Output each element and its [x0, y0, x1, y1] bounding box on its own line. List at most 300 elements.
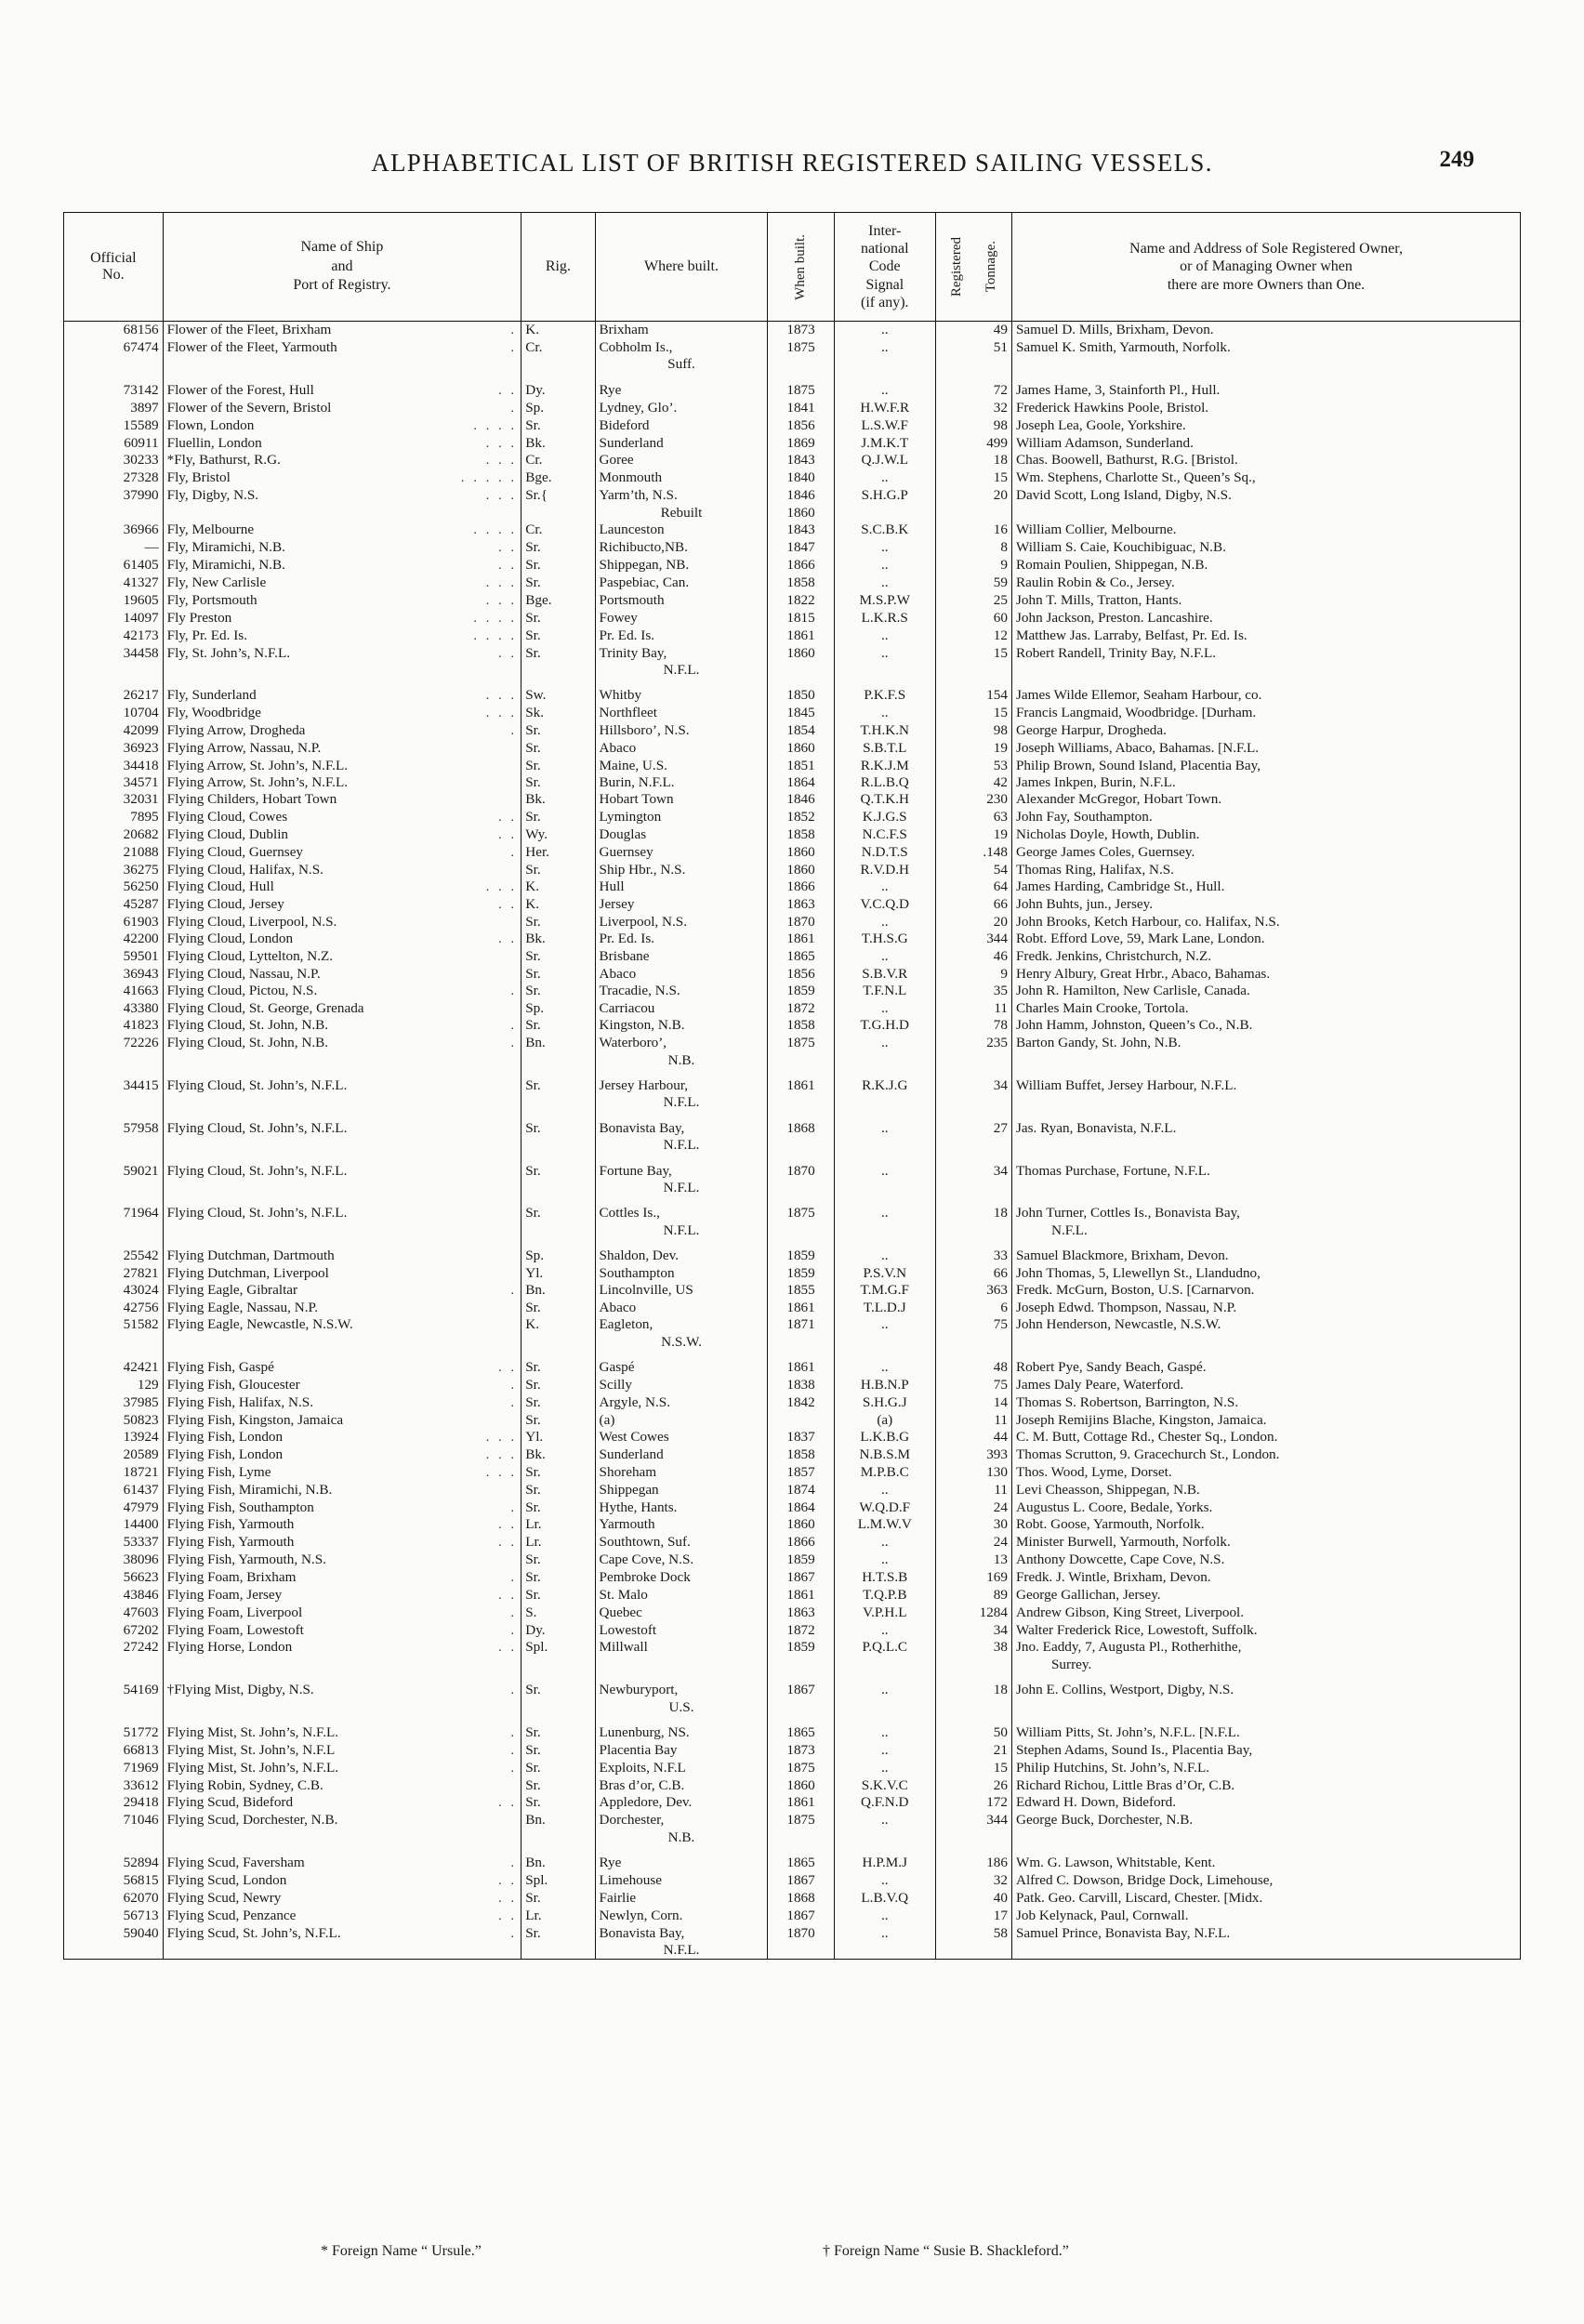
cell-tonnage: 34	[935, 1155, 1011, 1197]
cell-official-no: 56815	[64, 1872, 164, 1890]
cell-tonnage: 15	[935, 705, 1011, 722]
cell-when-built: 1843	[768, 522, 834, 539]
cell-owner: Jas. Ryan, Bonavista, N.F.L.	[1011, 1112, 1520, 1155]
cell-owner: Joseph Remijins Blache, Kingston, Jamaica.	[1011, 1412, 1520, 1429]
cell-when-built: 1866	[768, 1534, 834, 1552]
cell-ship-name: Flying Fish, Lyme . . .	[163, 1464, 521, 1482]
cell-ship-name: Flying Cloud, London . .	[163, 931, 521, 948]
cell-code-signal: R.K.J.G	[834, 1069, 935, 1112]
table-row	[64, 374, 1521, 400]
cell-code-signal: ..	[834, 627, 935, 645]
cell-when-built: 1858	[768, 1446, 834, 1464]
cell-owner: Barton Gandy, St. John, N.B.	[1011, 1035, 1520, 1069]
cell-where-built: Northfleet	[595, 705, 768, 722]
column-header-code-signal: Inter- national Code Signal (if any).	[834, 213, 935, 322]
cell-official-no: 45287	[64, 896, 164, 914]
cell-owner: Romain Poulien, Shippegan, N.B.	[1011, 557, 1520, 574]
cell-owner: William Collier, Melbourne.	[1011, 522, 1520, 539]
cell-owner: John Fay, Southampton.	[1011, 809, 1520, 826]
cell-official-no: 129	[64, 1377, 164, 1394]
cell-where-built: Lincolnville, US	[595, 1282, 768, 1300]
cell-code-signal: R.L.B.Q	[834, 774, 935, 791]
cell-rig: K.	[521, 1316, 595, 1351]
cell-tonnage: 235	[935, 1035, 1011, 1069]
cell-ship-name: Flying Cloud, St. George, Grenada	[163, 1000, 521, 1017]
table-row	[64, 522, 1521, 539]
cell-where-built: Bonavista Bay, N.F.L.	[595, 1112, 768, 1155]
cell-ship-name: Flying Mist, St. John’s, N.F.L. .	[163, 1760, 521, 1777]
cell-when-built: 1861	[768, 1587, 834, 1604]
cell-rig: Lr.	[521, 1516, 595, 1534]
cell-ship-name: Flying Arrow, Nassau, N.P.	[163, 740, 521, 757]
cell-code-signal: ..	[834, 645, 935, 680]
cell-code-signal: ..	[834, 339, 935, 374]
cell-rig: Cr.	[521, 452, 595, 469]
cell-rig: Sr.	[521, 610, 595, 627]
cell-official-no: 68156	[64, 322, 164, 339]
cell-official-no: 34458	[64, 645, 164, 680]
cell-tonnage: 60	[935, 610, 1011, 627]
cell-ship-name: Flying Mist, St. John’s, N.F.L. .	[163, 1716, 521, 1742]
cell-code-signal: V.C.Q.D	[834, 896, 935, 914]
cell-when-built: 1869	[768, 435, 834, 453]
cell-code-signal: R.K.J.M	[834, 758, 935, 774]
cell-official-no: 71046	[64, 1812, 164, 1846]
cell-where-built: Sunderland	[595, 435, 768, 453]
cell-owner: Jno. Eaddy, 7, Augusta Pl., Rotherhithe, Surrey.	[1011, 1639, 1520, 1673]
cell-owner: Charles Main Crooke, Tortola.	[1011, 1000, 1520, 1017]
cell-tonnage: 59	[935, 574, 1011, 592]
cell-rig: K.	[521, 322, 595, 339]
table-row	[64, 1716, 1521, 1742]
table-row	[64, 1552, 1521, 1568]
cell-rig: K.	[521, 896, 595, 914]
cell-where-built: Guernsey	[595, 844, 768, 862]
column-header-official-no: Official No.	[64, 213, 164, 322]
cell-when-built: 1867	[768, 1673, 834, 1716]
cell-owner: Joseph Edwd. Thompson, Nassau, N.P.	[1011, 1300, 1520, 1316]
cell-when-built: 1860	[768, 645, 834, 680]
cell-code-signal: S.K.V.C	[834, 1777, 935, 1794]
cell-ship-name: Fly, Digby, N.S. . . .	[163, 487, 521, 522]
cell-official-no: 57958	[64, 1112, 164, 1155]
cell-code-signal: S.B.V.R	[834, 966, 935, 983]
cell-when-built: 1861	[768, 1794, 834, 1812]
cell-ship-name: Flying Cloud, Dublin . .	[163, 826, 521, 844]
table-row	[64, 1112, 1521, 1155]
cell-rig: Sr.	[521, 1716, 595, 1742]
cell-rig: Sr.	[521, 539, 595, 557]
cell-rig: Yl.	[521, 1429, 595, 1446]
cell-when-built: 1870	[768, 1925, 834, 1960]
cell-tonnage: 34	[935, 1622, 1011, 1640]
cell-when-built: 1856	[768, 966, 834, 983]
cell-rig: Sr.	[521, 862, 595, 878]
cell-tonnage: 15	[935, 1760, 1011, 1777]
cell-rig: K.	[521, 878, 595, 896]
cell-tonnage: 24	[935, 1534, 1011, 1552]
table-header-row	[64, 213, 1521, 322]
cell-tonnage: 12	[935, 627, 1011, 645]
cell-rig: Sr.	[521, 417, 595, 435]
cell-owner: Robert Pye, Sandy Beach, Gaspé.	[1011, 1351, 1520, 1377]
cell-when-built: 1861	[768, 1300, 834, 1316]
cell-when-built: 1861	[768, 1351, 834, 1377]
table-row	[64, 1673, 1521, 1716]
cell-when-built: 1855	[768, 1282, 834, 1300]
cell-ship-name: Flying Arrow, St. John’s, N.F.L.	[163, 758, 521, 774]
table-row	[64, 1316, 1521, 1351]
cell-tonnage: 89	[935, 1587, 1011, 1604]
table-row	[64, 1482, 1521, 1499]
cell-rig: Sr.	[521, 645, 595, 680]
column-header-ship-name: Name of Ship and Port of Registry.	[163, 213, 521, 322]
cell-rig: Sr.	[521, 1777, 595, 1794]
cell-when-built: 1866	[768, 878, 834, 896]
table-row	[64, 1394, 1521, 1412]
table-row	[64, 722, 1521, 740]
cell-code-signal: L.M.W.V	[834, 1516, 935, 1534]
cell-code-signal: ..	[834, 322, 935, 339]
cell-owner: George James Coles, Guernsey.	[1011, 844, 1520, 862]
cell-official-no: 29418	[64, 1794, 164, 1812]
cell-owner: Raulin Robin & Co., Jersey.	[1011, 574, 1520, 592]
cell-where-built: Pembroke Dock	[595, 1569, 768, 1587]
cell-tonnage: 11	[935, 1000, 1011, 1017]
cell-ship-name: Flying Scud, Penzance . .	[163, 1908, 521, 1925]
cell-ship-name: Flying Fish, Yarmouth, N.S.	[163, 1552, 521, 1568]
cell-tonnage: 26	[935, 1777, 1011, 1794]
cell-code-signal: L.S.W.F	[834, 417, 935, 435]
cell-official-no: 60911	[64, 435, 164, 453]
cell-owner: Samuel Prince, Bonavista Bay, N.F.L.	[1011, 1925, 1520, 1960]
table-row	[64, 1639, 1521, 1673]
cell-ship-name: Flying Horse, London . .	[163, 1639, 521, 1673]
cell-rig: Sr.	[521, 1742, 595, 1760]
table-row	[64, 1464, 1521, 1482]
cell-tonnage: 18	[935, 1673, 1011, 1716]
cell-tonnage: 38	[935, 1639, 1011, 1673]
cell-rig: Sr.	[521, 914, 595, 931]
cell-tonnage: 64	[935, 878, 1011, 896]
cell-code-signal: S.B.T.L	[834, 740, 935, 757]
cell-when-built: 1845	[768, 705, 834, 722]
cell-official-no: 34571	[64, 774, 164, 791]
cell-tonnage: 66	[935, 1265, 1011, 1282]
cell-official-no: 27821	[64, 1265, 164, 1282]
cell-owner: William Buffet, Jersey Harbour, N.F.L.	[1011, 1069, 1520, 1112]
cell-ship-name: Flying Dutchman, Liverpool	[163, 1265, 521, 1282]
cell-owner: Nicholas Doyle, Howth, Dublin.	[1011, 826, 1520, 844]
cell-ship-name: Flying Fish, Yarmouth . .	[163, 1516, 521, 1534]
cell-when-built: 1865	[768, 1716, 834, 1742]
cell-when-built: 1866	[768, 557, 834, 574]
cell-owner: Anthony Dowcette, Cape Cove, N.S.	[1011, 1552, 1520, 1568]
cell-where-built: Fowey	[595, 610, 768, 627]
cell-code-signal: ..	[834, 1925, 935, 1960]
cell-tonnage: 499	[935, 435, 1011, 453]
cell-rig: Bn.	[521, 1035, 595, 1069]
cell-official-no: 53337	[64, 1534, 164, 1552]
table-row	[64, 1846, 1521, 1872]
cell-ship-name: Flown, London . . . .	[163, 417, 521, 435]
table-row	[64, 592, 1521, 610]
table-row	[64, 610, 1521, 627]
cell-where-built: Kingston, N.B.	[595, 1017, 768, 1035]
cell-official-no: 14097	[64, 610, 164, 627]
cell-code-signal: ..	[834, 705, 935, 722]
cell-ship-name: Flying Cloud, Guernsey .	[163, 844, 521, 862]
cell-rig: Bk.	[521, 931, 595, 948]
cell-when-built: 1861	[768, 627, 834, 645]
cell-tonnage: 30	[935, 1516, 1011, 1534]
cell-when-built: 1868	[768, 1112, 834, 1155]
cell-owner: Thomas Ring, Halifax, N.S.	[1011, 862, 1520, 878]
cell-tonnage: 25	[935, 592, 1011, 610]
cell-code-signal: T.Q.P.B	[834, 1587, 935, 1604]
cell-ship-name: Flying Scud, Newry . .	[163, 1890, 521, 1908]
cell-when-built: 1857	[768, 1464, 834, 1482]
table-row	[64, 914, 1521, 931]
cell-code-signal: M.P.B.C	[834, 1464, 935, 1482]
cell-code-signal: T.H.K.N	[834, 722, 935, 740]
cell-where-built: Yarmouth	[595, 1516, 768, 1534]
cell-code-signal: ..	[834, 1155, 935, 1197]
table-row	[64, 435, 1521, 453]
cell-when-built: 1875	[768, 1196, 834, 1239]
cell-when-built: 1875	[768, 1035, 834, 1069]
cell-owner: Philip Hutchins, St. John’s, N.F.L.	[1011, 1760, 1520, 1777]
cell-ship-name: Flying Childers, Hobart Town	[163, 791, 521, 808]
cell-where-built: Tracadie, N.S.	[595, 983, 768, 1000]
cell-ship-name: Flying Cloud, St. John’s, N.F.L.	[163, 1196, 521, 1239]
cell-owner: Job Kelynack, Paul, Cornwall.	[1011, 1908, 1520, 1925]
cell-code-signal: K.J.G.S	[834, 809, 935, 826]
cell-rig: Sr.	[521, 722, 595, 740]
table-row	[64, 1300, 1521, 1316]
cell-rig: Sr.	[521, 574, 595, 592]
cell-ship-name: Fly, St. John’s, N.F.L. . .	[163, 645, 521, 680]
cell-owner: James Daly Peare, Waterford.	[1011, 1377, 1520, 1394]
cell-when-built: 1837	[768, 1429, 834, 1446]
cell-rig: Sr.	[521, 1925, 595, 1960]
cell-official-no: 20589	[64, 1446, 164, 1464]
cell-tonnage: 154	[935, 679, 1011, 705]
cell-ship-name: Fly, Portsmouth . . .	[163, 592, 521, 610]
cell-code-signal: W.Q.D.F	[834, 1499, 935, 1517]
footnote-asterisk: * Foreign Name “ Ursule.”	[321, 2243, 482, 2259]
cell-when-built: 1859	[768, 1552, 834, 1568]
cell-where-built: Dorchester, N.B.	[595, 1812, 768, 1846]
cell-tonnage: 8	[935, 539, 1011, 557]
cell-tonnage: 75	[935, 1316, 1011, 1351]
cell-ship-name: Flying Fish, London . . .	[163, 1446, 521, 1464]
cell-where-built: Goree	[595, 452, 768, 469]
cell-code-signal: ..	[834, 948, 935, 965]
cell-tonnage: 17	[935, 1908, 1011, 1925]
cell-rig: Sr.	[521, 1569, 595, 1587]
cell-rig: Sr.	[521, 1112, 595, 1155]
table-row	[64, 322, 1521, 339]
cell-where-built: Portsmouth	[595, 592, 768, 610]
cell-code-signal: N.B.S.M	[834, 1446, 935, 1464]
cell-rig: Bk.	[521, 791, 595, 808]
cell-when-built: 1859	[768, 1265, 834, 1282]
cell-code-signal: ..	[834, 1112, 935, 1155]
cell-owner: Robert Randell, Trinity Bay, N.F.L.	[1011, 645, 1520, 680]
cell-when-built: 1865	[768, 1846, 834, 1872]
cell-where-built: Monmouth	[595, 469, 768, 487]
table-row	[64, 878, 1521, 896]
cell-official-no: 36943	[64, 966, 164, 983]
cell-when-built: 1860	[768, 1516, 834, 1534]
cell-rig: Lr.	[521, 1908, 595, 1925]
cell-rig: Sr.	[521, 1587, 595, 1604]
cell-official-no: 37990	[64, 487, 164, 522]
cell-official-no: 19605	[64, 592, 164, 610]
cell-rig: Sr.	[521, 1482, 595, 1499]
cell-when-built: 1867	[768, 1908, 834, 1925]
cell-when-built: 1846	[768, 791, 834, 808]
cell-where-built: Newburyport, U.S.	[595, 1673, 768, 1716]
cell-code-signal: ..	[834, 539, 935, 557]
cell-ship-name: Flying Cloud, St. John’s, N.F.L.	[163, 1155, 521, 1197]
cell-code-signal: ..	[834, 1000, 935, 1017]
cell-tonnage: 344	[935, 1812, 1011, 1846]
cell-code-signal: Q.J.W.L	[834, 452, 935, 469]
page-title: ALPHABETICAL LIST OF BRITISH REGISTERED SAILING VESSELS.	[371, 149, 1213, 177]
cell-when-built: 1867	[768, 1872, 834, 1890]
cell-owner: James Wilde Ellemor, Seaham Harbour, co.	[1011, 679, 1520, 705]
cell-official-no: 42200	[64, 931, 164, 948]
cell-code-signal: T.M.G.F	[834, 1282, 935, 1300]
cell-code-signal: L.K.B.G	[834, 1429, 935, 1446]
cell-official-no: 47603	[64, 1604, 164, 1622]
cell-owner: Edward H. Down, Bideford.	[1011, 1794, 1520, 1812]
cell-owner: John Brooks, Ketch Harbour, co. Halifax, N.S.	[1011, 914, 1520, 931]
cell-ship-name: Flying Cloud, Hull . . .	[163, 878, 521, 896]
cell-official-no: 43024	[64, 1282, 164, 1300]
cell-where-built: Waterboro’, N.B.	[595, 1035, 768, 1069]
table-row	[64, 1351, 1521, 1377]
table-row	[64, 1035, 1521, 1069]
table-row	[64, 1412, 1521, 1429]
cell-rig: Cr.	[521, 339, 595, 374]
cell-where-built: Abaco	[595, 1300, 768, 1316]
table-row	[64, 1760, 1521, 1777]
cell-code-signal: ..	[834, 1760, 935, 1777]
cell-ship-name: Fly, Melbourne . . . .	[163, 522, 521, 539]
cell-official-no: 27328	[64, 469, 164, 487]
cell-tonnage: 78	[935, 1017, 1011, 1035]
cell-official-no: 56713	[64, 1908, 164, 1925]
cell-rig: Sr.	[521, 1412, 595, 1429]
cell-tonnage: 18	[935, 452, 1011, 469]
cell-when-built: 1865	[768, 948, 834, 965]
cell-when-built: 1858	[768, 1017, 834, 1035]
cell-tonnage: 42	[935, 774, 1011, 791]
cell-tonnage: 49	[935, 322, 1011, 339]
cell-where-built: Shaldon, Dev.	[595, 1239, 768, 1264]
cell-code-signal: ..	[834, 574, 935, 592]
cell-rig: Bn.	[521, 1846, 595, 1872]
cell-when-built: 1873	[768, 1742, 834, 1760]
cell-when-built: 1859	[768, 1239, 834, 1264]
cell-tonnage: 1284	[935, 1604, 1011, 1622]
cell-tonnage: 19	[935, 740, 1011, 757]
cell-when-built: 1870	[768, 1155, 834, 1197]
cell-code-signal: S.H.G.J	[834, 1394, 935, 1412]
cell-ship-name: Flying Cloud, St. John’s, N.F.L.	[163, 1112, 521, 1155]
cell-owner: Fredk. J. Wintle, Brixham, Devon.	[1011, 1569, 1520, 1587]
table-row	[64, 1196, 1521, 1239]
cell-when-built: 1847	[768, 539, 834, 557]
table-row	[64, 487, 1521, 522]
cell-code-signal: R.V.D.H	[834, 862, 935, 878]
cell-where-built: Pr. Ed. Is.	[595, 931, 768, 948]
table-row	[64, 758, 1521, 774]
cell-tonnage: 34	[935, 1069, 1011, 1112]
table-row	[64, 983, 1521, 1000]
cell-when-built: 1861	[768, 1069, 834, 1112]
cell-rig: Spl.	[521, 1872, 595, 1890]
cell-rig: Sr.	[521, 1351, 595, 1377]
cell-rig: Yl.	[521, 1265, 595, 1282]
cell-code-signal: P.Q.L.C	[834, 1639, 935, 1673]
cell-official-no: 52894	[64, 1846, 164, 1872]
table-row	[64, 966, 1521, 983]
cell-ship-name: Fly, Miramichi, N.B. . .	[163, 557, 521, 574]
cell-where-built: Bras d’or, C.B.	[595, 1777, 768, 1794]
cell-owner: Frederick Hawkins Poole, Bristol.	[1011, 400, 1520, 417]
cell-code-signal: J.M.K.T	[834, 435, 935, 453]
cell-rig: Sr.	[521, 1794, 595, 1812]
cell-rig: Wy.	[521, 826, 595, 844]
cell-owner: James Inkpen, Burin, N.F.L.	[1011, 774, 1520, 791]
cell-when-built: 1868	[768, 1890, 834, 1908]
cell-owner: John Hamm, Johnston, Queen’s Co., N.B.	[1011, 1017, 1520, 1035]
cell-where-built: Pr. Ed. Is.	[595, 627, 768, 645]
cell-where-built: Eagleton, N.S.W.	[595, 1316, 768, 1351]
cell-code-signal: T.H.S.G	[834, 931, 935, 948]
cell-where-built: Carriacou	[595, 1000, 768, 1017]
cell-owner: William Pitts, St. John’s, N.F.L. [N.F.L.	[1011, 1716, 1520, 1742]
cell-where-built: West Cowes	[595, 1429, 768, 1446]
cell-when-built: 1822	[768, 592, 834, 610]
cell-official-no: 51772	[64, 1716, 164, 1742]
cell-code-signal: ..	[834, 1534, 935, 1552]
cell-when-built: 1870	[768, 914, 834, 931]
cell-where-built: Hythe, Hants.	[595, 1499, 768, 1517]
cell-tonnage: 230	[935, 791, 1011, 808]
cell-owner: Matthew Jas. Larraby, Belfast, Pr. Ed. Is.	[1011, 627, 1520, 645]
cell-tonnage: 98	[935, 722, 1011, 740]
cell-tonnage: 6	[935, 1300, 1011, 1316]
cell-when-built: 1875	[768, 1812, 834, 1846]
table-row	[64, 1794, 1521, 1812]
cell-owner: Andrew Gibson, King Street, Liverpool.	[1011, 1604, 1520, 1622]
cell-code-signal: ..	[834, 1552, 935, 1568]
cell-code-signal: ..	[834, 469, 935, 487]
cell-rig: Sr.	[521, 1890, 595, 1908]
cell-code-signal: ..	[834, 1742, 935, 1760]
cell-official-no: 71969	[64, 1760, 164, 1777]
cell-where-built: Scilly	[595, 1377, 768, 1394]
cell-owner: Augustus L. Coore, Bedale, Yorks.	[1011, 1499, 1520, 1517]
cell-owner: James Hame, 3, Stainforth Pl., Hull.	[1011, 374, 1520, 400]
cell-where-built: Lydney, Glo’.	[595, 400, 768, 417]
cell-where-built: Whitby	[595, 679, 768, 705]
